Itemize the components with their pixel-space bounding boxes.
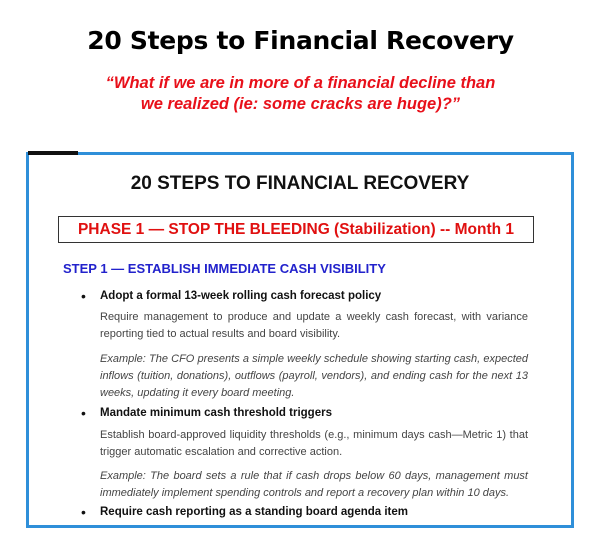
item-title: Require cash reporting as a standing board agenda item [100,506,409,518]
document-title: 20 STEPS TO FINANCIAL RECOVERY [130,173,470,194]
bullet-marker: • [81,504,86,520]
bullet-marker: • [81,405,86,421]
bullet-marker: • [81,288,86,304]
item-description: Establish board-approved liquidity thresholds (e.g., minimum days cash—Metric 1) that trigger automatic escalation and corrective action. [100,429,528,458]
page-title: 20 Steps to Financial Recovery [87,26,514,55]
item-description: Require management to produce and update a weekly cash forecast, with variance reporting tied to actual results and board visibility. [100,311,528,340]
page-subtitle [0,73,601,115]
subtitle-line-2: we realized (ie: some cracks are huge)?” [140,95,461,113]
phase-banner: PHASE 1 — STOP THE BLEEDING (Stabilization) -- Month 1 [58,216,534,243]
item-title: Mandate minimum cash threshold triggers [100,407,332,419]
step-heading: STEP 1 — ESTABLISH IMMEDIATE CASH VISIBILITY [63,261,386,276]
frame-accent-bar [28,151,78,155]
item-example: Example: The CFO presents a simple weekly schedule showing starting cash, expected inflows (tuition, donations), outflows (payroll, vendors), and ending cash for the next 13 weeks, updating it every board meeting. [100,353,528,399]
subtitle-line-1: “What if we are in more of a financial decline than [105,74,496,92]
item-example: Example: The board sets a rule that if cash drops below 60 days, management must immediately implement spending controls and report a recovery plan within 10 days. [100,470,528,499]
item-title: Adopt a formal 13-week rolling cash forecast policy [100,290,382,302]
document-excerpt-frame [26,152,574,528]
